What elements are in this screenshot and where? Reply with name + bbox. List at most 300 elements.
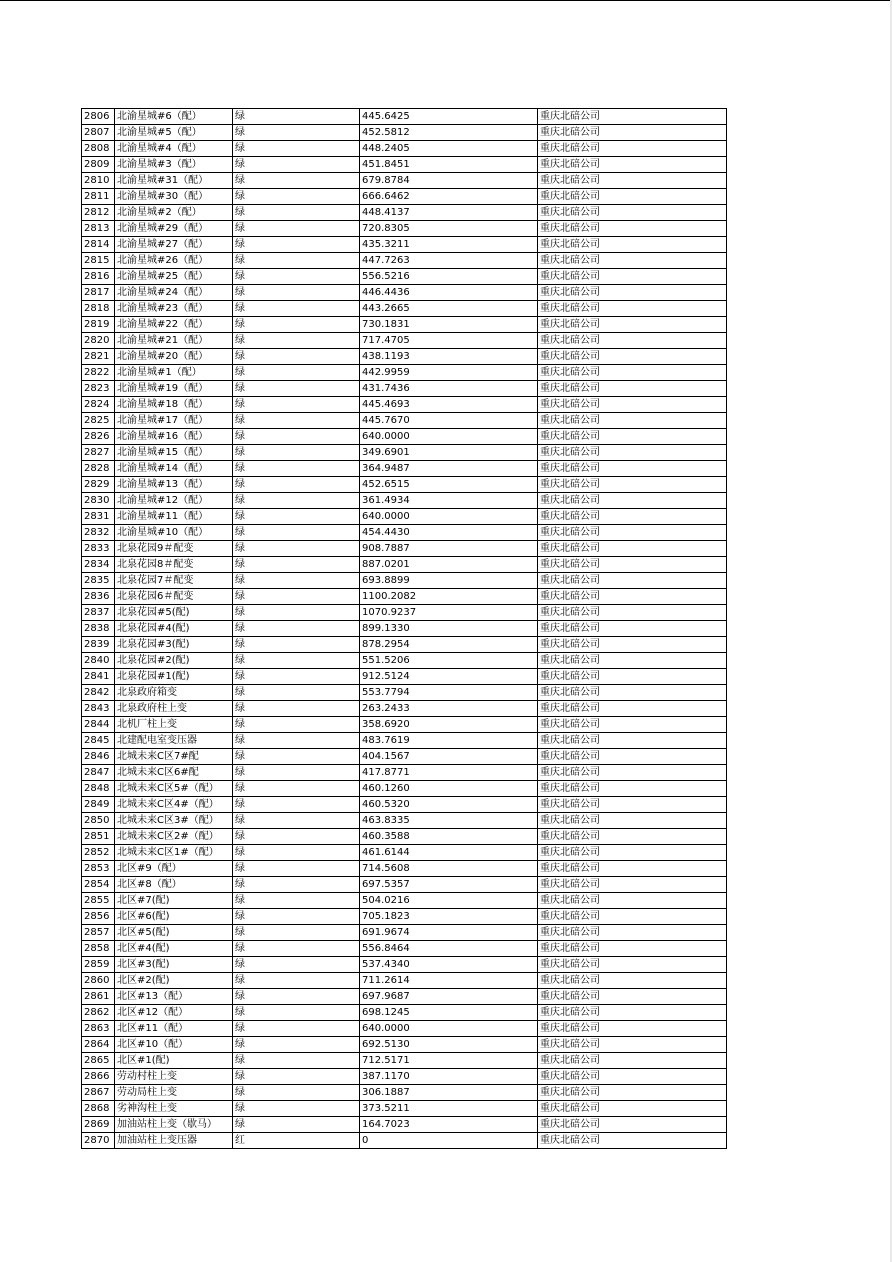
device-name-cell: 北泉花园8＃配变 (115, 557, 233, 573)
value-cell: 451.8451 (360, 157, 538, 173)
device-name-cell: 北城未来C区1#（配） (115, 845, 233, 861)
table-row (82, 989, 727, 1005)
value-cell: 679.8784 (360, 173, 538, 189)
row-number-cell: 2824 (82, 397, 115, 413)
value-cell: 435.3211 (360, 237, 538, 253)
device-name-cell: 北渝星城#21（配） (115, 333, 233, 349)
row-number-cell: 2838 (82, 621, 115, 637)
device-name-cell: 北渝星城#16（配） (115, 429, 233, 445)
device-name-cell: 北区#1(配) (115, 1053, 233, 1069)
table-row (82, 253, 727, 269)
company-cell: 重庆北碚公司 (538, 1005, 727, 1021)
status-cell: 绿 (233, 237, 360, 253)
value-cell: 553.7794 (360, 685, 538, 701)
status-cell: 绿 (233, 253, 360, 269)
device-name-cell: 北渝星城#18（配） (115, 397, 233, 413)
value-cell: 164.7023 (360, 1117, 538, 1133)
device-name-cell: 劳动局柱上变 (115, 1085, 233, 1101)
row-number-cell: 2868 (82, 1101, 115, 1117)
status-cell: 绿 (233, 205, 360, 221)
company-cell: 重庆北碚公司 (538, 253, 727, 269)
row-number-cell: 2845 (82, 733, 115, 749)
device-name-cell: 北渝星城#30（配） (115, 189, 233, 205)
value-cell: 899.1330 (360, 621, 538, 637)
row-number-cell: 2815 (82, 253, 115, 269)
value-cell: 717.4705 (360, 333, 538, 349)
company-cell: 重庆北碚公司 (538, 605, 727, 621)
company-cell: 重庆北碚公司 (538, 285, 727, 301)
company-cell: 重庆北碚公司 (538, 717, 727, 733)
device-name-cell: 北渝星城#15（配） (115, 445, 233, 461)
row-number-cell: 2818 (82, 301, 115, 317)
row-number-cell: 2848 (82, 781, 115, 797)
status-cell: 绿 (233, 1053, 360, 1069)
company-cell: 重庆北碚公司 (538, 685, 727, 701)
table-row (82, 1053, 727, 1069)
table-row (82, 845, 727, 861)
table-row (82, 525, 727, 541)
row-number-cell: 2847 (82, 765, 115, 781)
table-row (82, 349, 727, 365)
table-row (82, 541, 727, 557)
value-cell: 417.8771 (360, 765, 538, 781)
value-cell: 691.9674 (360, 925, 538, 941)
device-name-cell: 北区#8（配） (115, 877, 233, 893)
company-cell: 重庆北碚公司 (538, 317, 727, 333)
row-number-cell: 2832 (82, 525, 115, 541)
table-body (82, 109, 727, 1149)
value-cell: 698.1245 (360, 1005, 538, 1021)
value-cell: 454.4430 (360, 525, 538, 541)
company-cell: 重庆北碚公司 (538, 365, 727, 381)
company-cell: 重庆北碚公司 (538, 445, 727, 461)
table-row (82, 1085, 727, 1101)
company-cell: 重庆北碚公司 (538, 1133, 727, 1149)
value-cell: 483.7619 (360, 733, 538, 749)
status-cell: 绿 (233, 125, 360, 141)
device-name-cell: 北渝星城#3（配） (115, 157, 233, 173)
company-cell: 重庆北碚公司 (538, 637, 727, 653)
row-number-cell: 2849 (82, 797, 115, 813)
value-cell: 460.1260 (360, 781, 538, 797)
row-number-cell: 2828 (82, 461, 115, 477)
company-cell: 重庆北碚公司 (538, 925, 727, 941)
value-cell: 697.9687 (360, 989, 538, 1005)
company-cell: 重庆北碚公司 (538, 1053, 727, 1069)
table-row (82, 237, 727, 253)
table-row (82, 733, 727, 749)
value-cell: 711.2614 (360, 973, 538, 989)
table-row (82, 157, 727, 173)
table-row (82, 317, 727, 333)
status-cell: 绿 (233, 493, 360, 509)
table-row (82, 141, 727, 157)
row-number-cell: 2808 (82, 141, 115, 157)
row-number-cell: 2807 (82, 125, 115, 141)
table-row (82, 461, 727, 477)
row-number-cell: 2869 (82, 1117, 115, 1133)
status-cell: 绿 (233, 413, 360, 429)
company-cell: 重庆北碚公司 (538, 1069, 727, 1085)
device-name-cell: 北渝星城#31（配） (115, 173, 233, 189)
status-cell: 绿 (233, 381, 360, 397)
company-cell: 重庆北碚公司 (538, 989, 727, 1005)
device-name-cell: 北渝星城#19（配） (115, 381, 233, 397)
value-cell: 452.6515 (360, 477, 538, 493)
company-cell: 重庆北碚公司 (538, 381, 727, 397)
value-cell: 556.8464 (360, 941, 538, 957)
device-name-cell: 劣神沟柱上变 (115, 1101, 233, 1117)
status-cell: 绿 (233, 141, 360, 157)
value-cell: 887.0201 (360, 557, 538, 573)
status-cell: 绿 (233, 637, 360, 653)
table-row (82, 909, 727, 925)
company-cell: 重庆北碚公司 (538, 109, 727, 125)
company-cell: 重庆北碚公司 (538, 749, 727, 765)
table-row (82, 813, 727, 829)
company-cell: 重庆北碚公司 (538, 1101, 727, 1117)
value-cell: 1100.2082 (360, 589, 538, 605)
device-name-cell: 加油站柱上变（歇马） (115, 1117, 233, 1133)
row-number-cell: 2855 (82, 893, 115, 909)
row-number-cell: 2851 (82, 829, 115, 845)
status-cell: 绿 (233, 685, 360, 701)
table-row (82, 477, 727, 493)
row-number-cell: 2831 (82, 509, 115, 525)
table-row (82, 925, 727, 941)
status-cell: 绿 (233, 1021, 360, 1037)
company-cell: 重庆北碚公司 (538, 653, 727, 669)
value-cell: 714.5608 (360, 861, 538, 877)
device-name-cell: 北渝星城#20（配） (115, 349, 233, 365)
table-row (82, 1069, 727, 1085)
table-row (82, 701, 727, 717)
device-name-cell: 北城未来C区4#（配） (115, 797, 233, 813)
status-cell: 绿 (233, 429, 360, 445)
row-number-cell: 2870 (82, 1133, 115, 1149)
table-row (82, 621, 727, 637)
company-cell: 重庆北碚公司 (538, 797, 727, 813)
row-number-cell: 2822 (82, 365, 115, 381)
device-name-cell: 北区#11（配） (115, 1021, 233, 1037)
status-cell: 绿 (233, 621, 360, 637)
table-row (82, 1037, 727, 1053)
device-name-cell: 北区#7(配) (115, 893, 233, 909)
value-cell: 442.9959 (360, 365, 538, 381)
company-cell: 重庆北碚公司 (538, 829, 727, 845)
status-cell: 绿 (233, 173, 360, 189)
row-number-cell: 2853 (82, 861, 115, 877)
value-cell: 445.6425 (360, 109, 538, 125)
value-cell: 447.7263 (360, 253, 538, 269)
row-number-cell: 2816 (82, 269, 115, 285)
status-cell: 绿 (233, 909, 360, 925)
company-cell: 重庆北碚公司 (538, 205, 727, 221)
device-name-cell: 北渝星城#11（配） (115, 509, 233, 525)
status-cell: 绿 (233, 941, 360, 957)
row-number-cell: 2841 (82, 669, 115, 685)
value-cell: 551.5206 (360, 653, 538, 669)
row-number-cell: 2810 (82, 173, 115, 189)
company-cell: 重庆北碚公司 (538, 173, 727, 189)
row-number-cell: 2829 (82, 477, 115, 493)
table-row (82, 173, 727, 189)
device-name-cell: 北城未来C区7#配 (115, 749, 233, 765)
value-cell: 878.2954 (360, 637, 538, 653)
device-name-cell: 北渝星城#10（配） (115, 525, 233, 541)
status-cell: 绿 (233, 1101, 360, 1117)
table-row (82, 749, 727, 765)
device-name-cell: 北机厂柱上变 (115, 717, 233, 733)
row-number-cell: 2837 (82, 605, 115, 621)
status-cell: 红 (233, 1133, 360, 1149)
status-cell: 绿 (233, 653, 360, 669)
row-number-cell: 2859 (82, 957, 115, 973)
table-row (82, 301, 727, 317)
value-cell: 445.7670 (360, 413, 538, 429)
company-cell: 重庆北碚公司 (538, 813, 727, 829)
device-name-cell: 北区#3(配) (115, 957, 233, 973)
device-name-cell: 北区#9（配） (115, 861, 233, 877)
value-cell: 640.0000 (360, 509, 538, 525)
value-cell: 537.4340 (360, 957, 538, 973)
status-cell: 绿 (233, 189, 360, 205)
company-cell: 重庆北碚公司 (538, 573, 727, 589)
status-cell: 绿 (233, 333, 360, 349)
table-row (82, 1005, 727, 1021)
device-name-cell: 北渝星城#5（配） (115, 125, 233, 141)
company-cell: 重庆北碚公司 (538, 269, 727, 285)
company-cell: 重庆北碚公司 (538, 957, 727, 973)
table-row (82, 1117, 727, 1133)
device-name-cell: 北泉政府箱变 (115, 685, 233, 701)
company-cell: 重庆北碚公司 (538, 237, 727, 253)
company-cell: 重庆北碚公司 (538, 733, 727, 749)
status-cell: 绿 (233, 221, 360, 237)
company-cell: 重庆北碚公司 (538, 765, 727, 781)
table-row (82, 445, 727, 461)
status-cell: 绿 (233, 589, 360, 605)
table-row (82, 717, 727, 733)
value-cell: 438.1193 (360, 349, 538, 365)
status-cell: 绿 (233, 797, 360, 813)
table-row (82, 973, 727, 989)
value-cell: 504.0216 (360, 893, 538, 909)
table-row (82, 269, 727, 285)
device-name-cell: 劳动村柱上变 (115, 1069, 233, 1085)
device-name-cell: 北区#4(配) (115, 941, 233, 957)
value-cell: 666.6462 (360, 189, 538, 205)
table-row (82, 285, 727, 301)
value-cell: 640.0000 (360, 1021, 538, 1037)
table-row (82, 493, 727, 509)
device-name-cell: 北泉花园9＃配变 (115, 541, 233, 557)
device-name-cell: 北区#6(配) (115, 909, 233, 925)
row-number-cell: 2812 (82, 205, 115, 221)
device-name-cell: 北区#10（配） (115, 1037, 233, 1053)
row-number-cell: 2827 (82, 445, 115, 461)
status-cell: 绿 (233, 525, 360, 541)
table-row (82, 221, 727, 237)
company-cell: 重庆北碚公司 (538, 973, 727, 989)
device-name-cell: 北渝星城#24（配） (115, 285, 233, 301)
row-number-cell: 2826 (82, 429, 115, 445)
table-row (82, 1133, 727, 1149)
device-name-cell: 北泉政府柱上变 (115, 701, 233, 717)
row-number-cell: 2819 (82, 317, 115, 333)
company-cell: 重庆北碚公司 (538, 141, 727, 157)
device-name-cell: 北渝星城#17（配） (115, 413, 233, 429)
value-cell: 912.5124 (360, 669, 538, 685)
value-cell: 349.6901 (360, 445, 538, 461)
value-cell: 692.5130 (360, 1037, 538, 1053)
company-cell: 重庆北碚公司 (538, 221, 727, 237)
row-number-cell: 2835 (82, 573, 115, 589)
company-cell: 重庆北碚公司 (538, 349, 727, 365)
company-cell: 重庆北碚公司 (538, 525, 727, 541)
row-number-cell: 2861 (82, 989, 115, 1005)
value-cell: 556.5216 (360, 269, 538, 285)
value-cell: 460.3588 (360, 829, 538, 845)
table-row (82, 333, 727, 349)
device-name-cell: 北渝星城#22（配） (115, 317, 233, 333)
row-number-cell: 2834 (82, 557, 115, 573)
status-cell: 绿 (233, 701, 360, 717)
row-number-cell: 2866 (82, 1069, 115, 1085)
row-number-cell: 2823 (82, 381, 115, 397)
status-cell: 绿 (233, 765, 360, 781)
value-cell: 373.5211 (360, 1101, 538, 1117)
table-row (82, 1101, 727, 1117)
row-number-cell: 2811 (82, 189, 115, 205)
row-number-cell: 2862 (82, 1005, 115, 1021)
row-number-cell: 2814 (82, 237, 115, 253)
status-cell: 绿 (233, 925, 360, 941)
row-number-cell: 2809 (82, 157, 115, 173)
value-cell: 461.6144 (360, 845, 538, 861)
value-cell: 445.4693 (360, 397, 538, 413)
status-cell: 绿 (233, 1005, 360, 1021)
row-number-cell: 2817 (82, 285, 115, 301)
status-cell: 绿 (233, 365, 360, 381)
row-number-cell: 2839 (82, 637, 115, 653)
value-cell: 446.4436 (360, 285, 538, 301)
value-cell: 693.8899 (360, 573, 538, 589)
company-cell: 重庆北碚公司 (538, 1117, 727, 1133)
table-row (82, 637, 727, 653)
company-cell: 重庆北碚公司 (538, 333, 727, 349)
table-row (82, 893, 727, 909)
row-number-cell: 2830 (82, 493, 115, 509)
company-cell: 重庆北碚公司 (538, 397, 727, 413)
table-row (82, 1021, 727, 1037)
table-row (82, 861, 727, 877)
status-cell: 绿 (233, 397, 360, 413)
device-name-cell: 北泉花园7＃配变 (115, 573, 233, 589)
device-name-cell: 北泉花园#4(配) (115, 621, 233, 637)
table-row (82, 205, 727, 221)
row-number-cell: 2820 (82, 333, 115, 349)
row-number-cell: 2865 (82, 1053, 115, 1069)
device-name-cell: 北渝星城#6（配） (115, 109, 233, 125)
device-name-cell: 北渝星城#4（配） (115, 141, 233, 157)
status-cell: 绿 (233, 269, 360, 285)
value-cell: 452.5812 (360, 125, 538, 141)
status-cell: 绿 (233, 669, 360, 685)
device-name-cell: 北城未来C区6#配 (115, 765, 233, 781)
status-cell: 绿 (233, 1117, 360, 1133)
data-table (81, 108, 727, 1149)
device-name-cell: 北泉花园#2(配) (115, 653, 233, 669)
device-name-cell: 北泉花园#1(配) (115, 669, 233, 685)
status-cell: 绿 (233, 557, 360, 573)
value-cell: 448.2405 (360, 141, 538, 157)
table-row (82, 125, 727, 141)
status-cell: 绿 (233, 573, 360, 589)
row-number-cell: 2806 (82, 109, 115, 125)
company-cell: 重庆北碚公司 (538, 861, 727, 877)
row-number-cell: 2821 (82, 349, 115, 365)
status-cell: 绿 (233, 445, 360, 461)
company-cell: 重庆北碚公司 (538, 301, 727, 317)
company-cell: 重庆北碚公司 (538, 541, 727, 557)
company-cell: 重庆北碚公司 (538, 701, 727, 717)
row-number-cell: 2863 (82, 1021, 115, 1037)
row-number-cell: 2852 (82, 845, 115, 861)
value-cell: 712.5171 (360, 1053, 538, 1069)
table-row (82, 413, 727, 429)
value-cell: 730.1831 (360, 317, 538, 333)
value-cell: 306.1887 (360, 1085, 538, 1101)
device-name-cell: 北渝星城#26（配） (115, 253, 233, 269)
status-cell: 绿 (233, 733, 360, 749)
row-number-cell: 2864 (82, 1037, 115, 1053)
company-cell: 重庆北碚公司 (538, 429, 727, 445)
status-cell: 绿 (233, 781, 360, 797)
status-cell: 绿 (233, 1069, 360, 1085)
page-top-rule (0, 0, 892, 1)
status-cell: 绿 (233, 349, 360, 365)
row-number-cell: 2836 (82, 589, 115, 605)
table-row (82, 381, 727, 397)
table-row (82, 781, 727, 797)
table-row (82, 429, 727, 445)
status-cell: 绿 (233, 301, 360, 317)
table-row (82, 829, 727, 845)
value-cell: 443.2665 (360, 301, 538, 317)
device-name-cell: 北区#13（配） (115, 989, 233, 1005)
status-cell: 绿 (233, 541, 360, 557)
status-cell: 绿 (233, 957, 360, 973)
row-number-cell: 2833 (82, 541, 115, 557)
row-number-cell: 2840 (82, 653, 115, 669)
device-name-cell: 北渝星城#27（配） (115, 237, 233, 253)
row-number-cell: 2858 (82, 941, 115, 957)
table-row (82, 509, 727, 525)
table-row (82, 653, 727, 669)
row-number-cell: 2813 (82, 221, 115, 237)
status-cell: 绿 (233, 717, 360, 733)
status-cell: 绿 (233, 317, 360, 333)
value-cell: 263.2433 (360, 701, 538, 717)
row-number-cell: 2856 (82, 909, 115, 925)
status-cell: 绿 (233, 109, 360, 125)
company-cell: 重庆北碚公司 (538, 781, 727, 797)
status-cell: 绿 (233, 285, 360, 301)
company-cell: 重庆北碚公司 (538, 509, 727, 525)
table-row (82, 573, 727, 589)
device-name-cell: 北渝星城#25（配） (115, 269, 233, 285)
